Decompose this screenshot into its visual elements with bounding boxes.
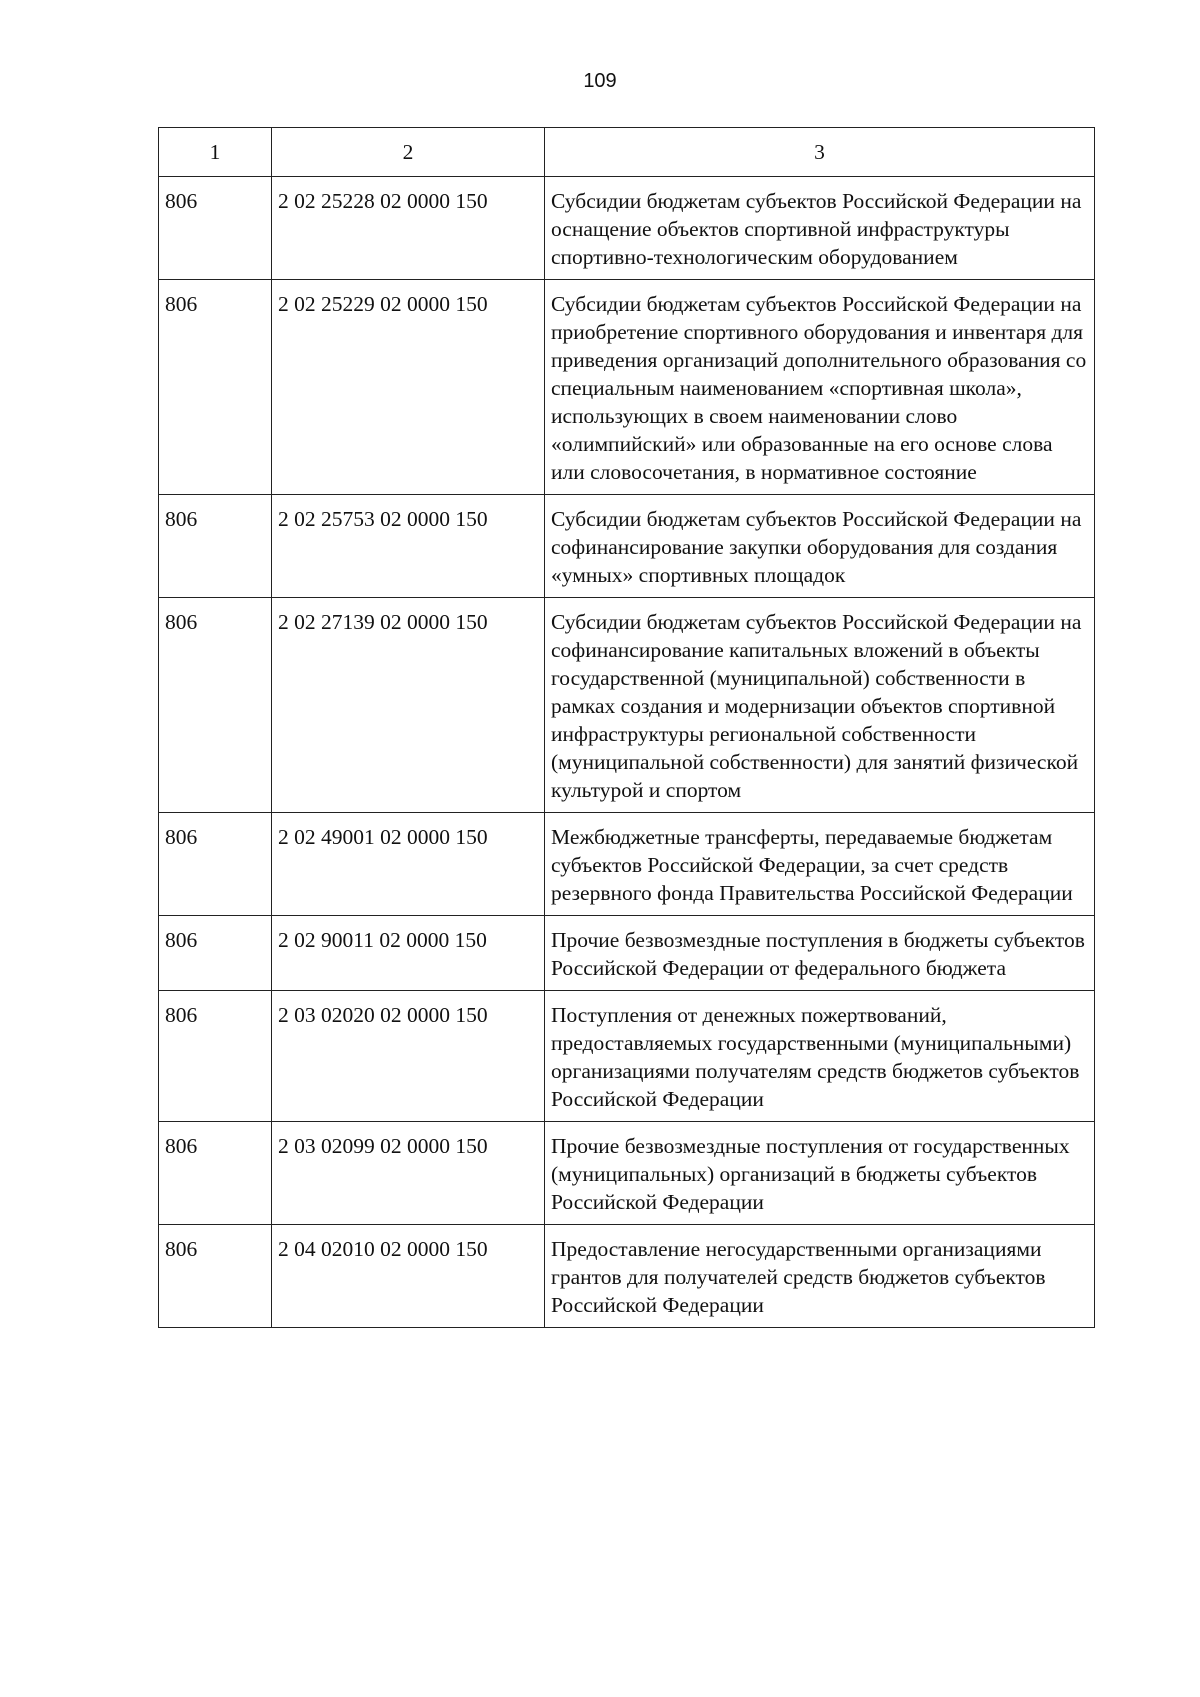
header-row	[159, 128, 1095, 177]
header-column-3: 3	[545, 128, 1095, 177]
admin-code-cell: 806	[159, 813, 272, 916]
table-row	[159, 1122, 1095, 1225]
admin-code-cell: 806	[159, 1225, 272, 1328]
table-row	[159, 916, 1095, 991]
budget-code-cell: 2 02 27139 02 0000 150	[272, 598, 545, 813]
description-cell: Субсидии бюджетам субъектов Российской Федерации на софинансирование закупки оборудования для создания «умных» спортивных площадок	[545, 495, 1095, 598]
table-row	[159, 598, 1095, 813]
table-body	[159, 177, 1095, 1328]
admin-code-cell: 806	[159, 991, 272, 1122]
description-cell: Межбюджетные трансферты, передаваемые бюджетам субъектов Российской Федерации, за счет средств резервного фонда Правительства Российской Федерации	[545, 813, 1095, 916]
description-cell: Прочие безвозмездные поступления от государственных (муниципальных) организаций в бюджеты субъектов Российской Федерации	[545, 1122, 1095, 1225]
admin-code-cell: 806	[159, 1122, 272, 1225]
admin-code-cell: 806	[159, 916, 272, 991]
description-cell: Субсидии бюджетам субъектов Российской Федерации на приобретение спортивного оборудования и инвентаря для приведения организаций дополнительного образования со специальным наименованием «спортивная школа», использующих в своем наименовании слово «олимпийский» или образованные на его основе слова или словосочетания, в нормативное состояние	[545, 280, 1095, 495]
budget-code-cell: 2 02 25228 02 0000 150	[272, 177, 545, 280]
budget-code-cell: 2 04 02010 02 0000 150	[272, 1225, 545, 1328]
description-cell: Субсидии бюджетам субъектов Российской Федерации на оснащение объектов спортивной инфраструктуры спортивно-технологическим оборудованием	[545, 177, 1095, 280]
admin-code-cell: 806	[159, 495, 272, 598]
table-header	[159, 128, 1095, 177]
description-cell: Поступления от денежных пожертвований, предоставляемых государственными (муниципальными) организациями получателям средств бюджетов субъектов Российской Федерации	[545, 991, 1095, 1122]
budget-classification-table	[158, 127, 1095, 1328]
table-row	[159, 177, 1095, 280]
description-cell: Предоставление негосударственными организациями грантов для получателей средств бюджетов субъектов Российской Федерации	[545, 1225, 1095, 1328]
budget-code-cell: 2 03 02099 02 0000 150	[272, 1122, 545, 1225]
budget-code-cell: 2 02 49001 02 0000 150	[272, 813, 545, 916]
table-row	[159, 813, 1095, 916]
budget-code-cell: 2 02 25229 02 0000 150	[272, 280, 545, 495]
budget-code-cell: 2 03 02020 02 0000 150	[272, 991, 545, 1122]
admin-code-cell: 806	[159, 177, 272, 280]
header-column-2: 2	[272, 128, 545, 177]
table-row	[159, 280, 1095, 495]
table-row	[159, 991, 1095, 1122]
table-row	[159, 1225, 1095, 1328]
description-cell: Прочие безвозмездные поступления в бюджеты субъектов Российской Федерации от федерального бюджета	[545, 916, 1095, 991]
description-cell: Субсидии бюджетам субъектов Российской Федерации на софинансирование капитальных вложений в объекты государственной (муниципальной) собственности в рамках создания и модернизации объектов спортивной инфраструктуры региональной собственности (муниципальной собственности) для занятий физической культурой и спортом	[545, 598, 1095, 813]
budget-code-cell: 2 02 25753 02 0000 150	[272, 495, 545, 598]
admin-code-cell: 806	[159, 598, 272, 813]
admin-code-cell: 806	[159, 280, 272, 495]
header-column-1: 1	[159, 128, 272, 177]
table-row	[159, 495, 1095, 598]
page-number: 109	[583, 70, 617, 92]
budget-code-cell: 2 02 90011 02 0000 150	[272, 916, 545, 991]
